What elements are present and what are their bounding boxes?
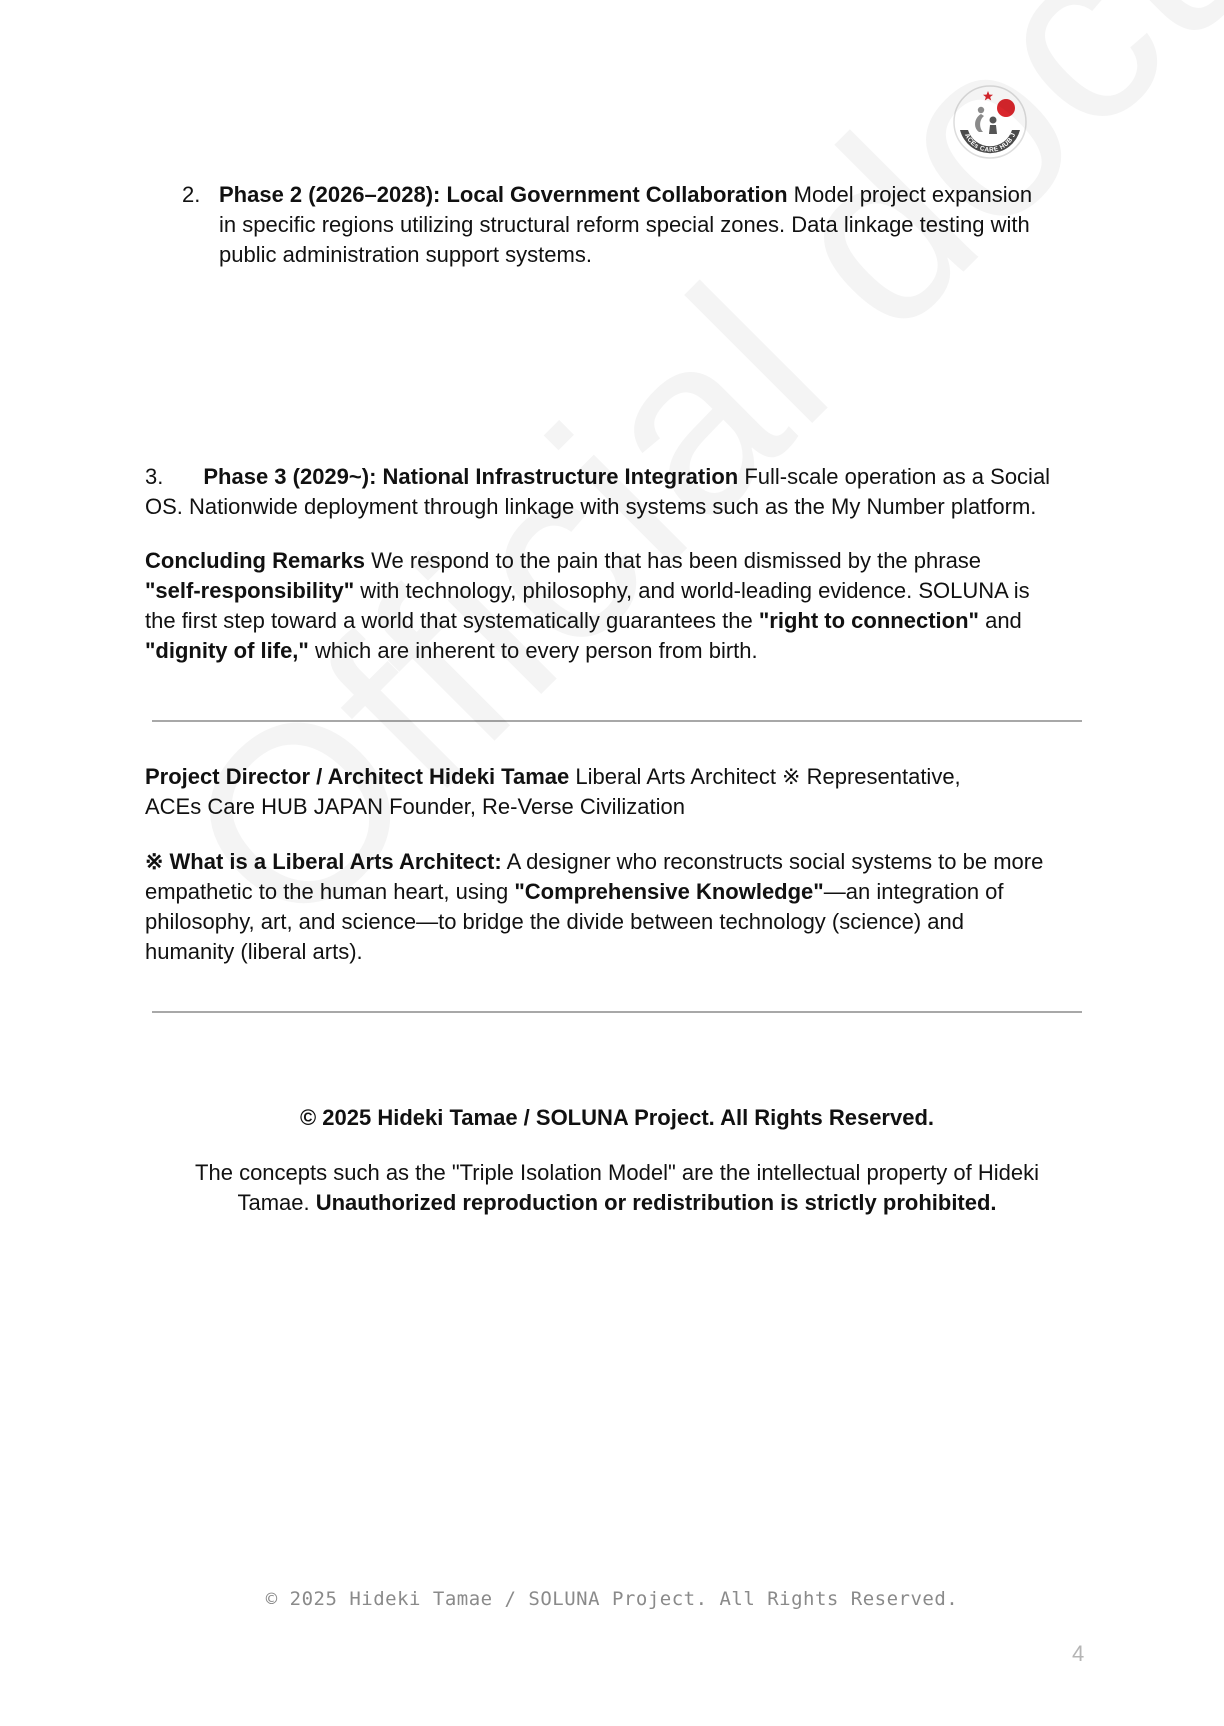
list-number: 3. [145, 464, 164, 489]
copyright-notice: The concepts such as the "Triple Isolation Model" are the intellectual property of Hideki Tamae. Unauthorized reproduction or redistribution is strictly prohibited. [195, 1160, 1039, 1215]
page-footer: © 2025 Hideki Tamae / SOLUNA Project. All Rights Reserved. [265, 1588, 959, 1610]
phase-3-item: 3. Phase 3 (2029~): National Infrastructure Integration Full-scale operation as a Social OS. Nationwide deployment through linkage with systems such as the My Number platform. [145, 464, 1051, 519]
liberal-arts-architect-definition: ※ What is a Liberal Arts Architect: A designer who reconstructs social systems to be more empathetic to the human heart, using "Comprehensive Knowledge"—an integration of philosophy, art, and science—to bridge the divide between technology (science) and humanity (liberal arts). [145, 849, 1044, 964]
liberal-heading: ※ What is a Liberal Arts Architect: [145, 849, 502, 874]
divider [152, 1011, 1082, 1013]
copyright-heading: © 2025 Hideki Tamae / SOLUNA Project. All Rights Reserved. [299, 1105, 935, 1130]
phase-2-text: Phase 2 (2026–2028): Local Government Collaboration Model project expansion in specific regions utilizing structural reform special zones. Data linkage testing with public administration support systems. [219, 182, 1033, 267]
project-director: Project Director / Architect Hideki Tamae Liberal Arts Architect ※ Representative, ACEs Care HUB JAPAN Founder, Re-Verse Civilization [145, 764, 961, 819]
page-number: 4 [1072, 1641, 1085, 1666]
svg-text:ACEs CARE HUB JAPAN: ACEs CARE HUB J [962, 131, 1018, 154]
aces-care-hub-japan-logo [952, 84, 1028, 160]
director-heading: Project Director / Architect Hideki Tamae [145, 764, 570, 789]
concluding-heading: Concluding Remarks [145, 548, 366, 573]
list-number: 2. [182, 182, 201, 207]
phase-2-title: Phase 2 (2026–2028): Local Government Collaboration [219, 182, 788, 207]
concluding-remarks: Concluding Remarks We respond to the pain that has been dismissed by the phrase "self-responsibility" with technology, philosophy, and world-leading evidence. SOLUNA is the first step toward a world that systematically guarantees the "right to connection" and "dignity of life," which are inherent to every person from birth. [145, 548, 1030, 663]
divider [152, 720, 1082, 722]
phase-3-title: Phase 3 (2029~): National Infrastructure Integration [203, 464, 739, 489]
